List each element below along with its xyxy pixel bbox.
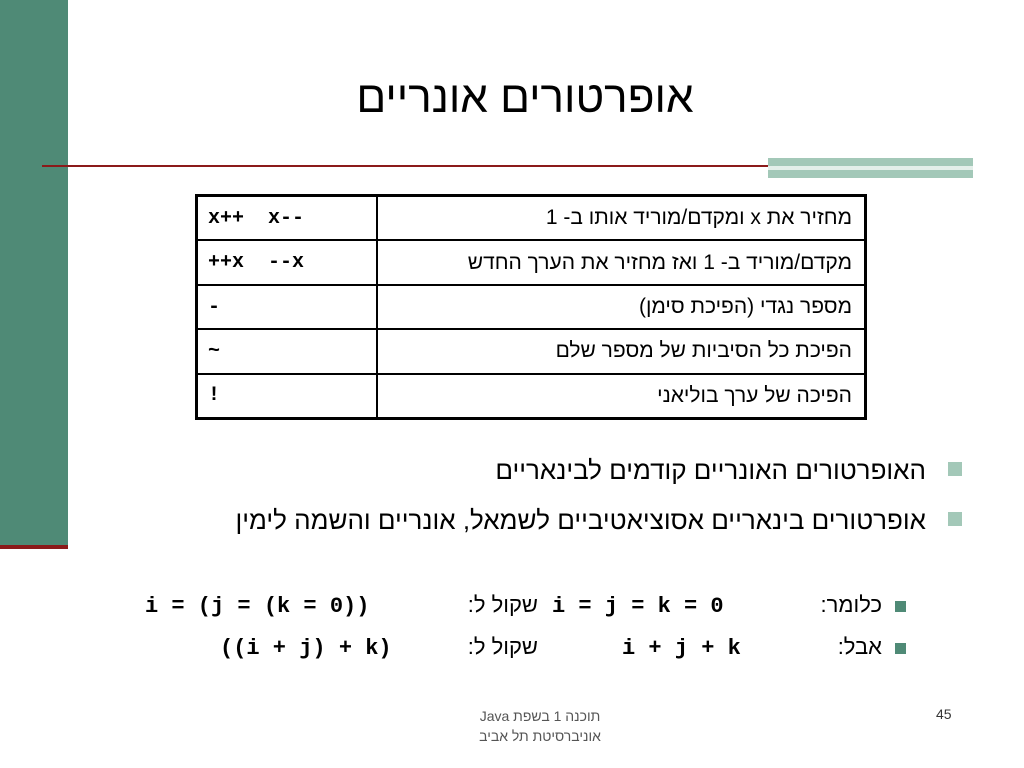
square-bullet-icon <box>948 462 962 476</box>
operator-cell: x++ x-- <box>198 197 378 239</box>
description-cell: מחזיר את x ומקדם/מוריד אותו ב- 1 <box>545 206 852 230</box>
code-expression: i + j + k <box>622 636 741 661</box>
operator-cell: ++x --x <box>198 241 378 283</box>
code-equivalent: ((i + j) + k) <box>220 636 392 661</box>
table-row <box>198 330 864 374</box>
bullet-item <box>150 452 962 488</box>
bullet-list <box>150 452 962 552</box>
sub-bullet-label: אבל: <box>837 634 882 659</box>
operator-cell: - <box>198 286 378 328</box>
table-row <box>198 197 864 241</box>
equivalence-label: שקול ל: <box>467 592 538 617</box>
page-number: 45 <box>936 706 952 722</box>
table-row <box>198 375 864 417</box>
operators-table <box>195 194 867 420</box>
footer-course: תוכנה 1 בשפת Java <box>479 708 601 724</box>
square-bullet-icon <box>948 512 962 526</box>
table-row <box>198 286 864 330</box>
bullet-item <box>150 502 962 538</box>
operator-cell: ! <box>198 375 378 417</box>
operator-cell: ~ <box>198 330 378 372</box>
description-cell: מקדם/מוריד ב- 1 ואז מחזיר את הערך החדש <box>467 250 852 274</box>
equivalence-label: שקול ל: <box>467 634 538 659</box>
bullet-text: אופרטורים בינאריים אסוציאטיביים לשמאל, אונריים והשמה לימין <box>235 505 926 535</box>
slide-title: אופרטורים אונריים <box>356 73 694 122</box>
code-equivalent: i = (j = (k = 0)) <box>145 594 370 619</box>
square-bullet-icon <box>895 643 906 654</box>
description-cell: הפיכה של ערך בוליאני <box>657 383 852 407</box>
code-expression: i = j = k = 0 <box>552 594 724 619</box>
bullet-text: האופרטורים האונריים קודמים לבינאריים <box>495 455 926 485</box>
table-row <box>198 241 864 285</box>
side-accent-rule <box>0 545 68 549</box>
sub-bullet-label: כלומר: <box>820 592 882 617</box>
description-cell: הפיכת כל הסיביות של מספר שלם <box>555 339 852 363</box>
title-accent-stripe <box>768 166 973 170</box>
side-accent-bar <box>0 0 68 545</box>
description-cell: מספר נגדי (הפיכת סימן) <box>638 295 852 319</box>
footer-university: אוניברסיטת תל אביב <box>479 728 601 744</box>
footer <box>440 706 640 746</box>
square-bullet-icon <box>895 601 906 612</box>
